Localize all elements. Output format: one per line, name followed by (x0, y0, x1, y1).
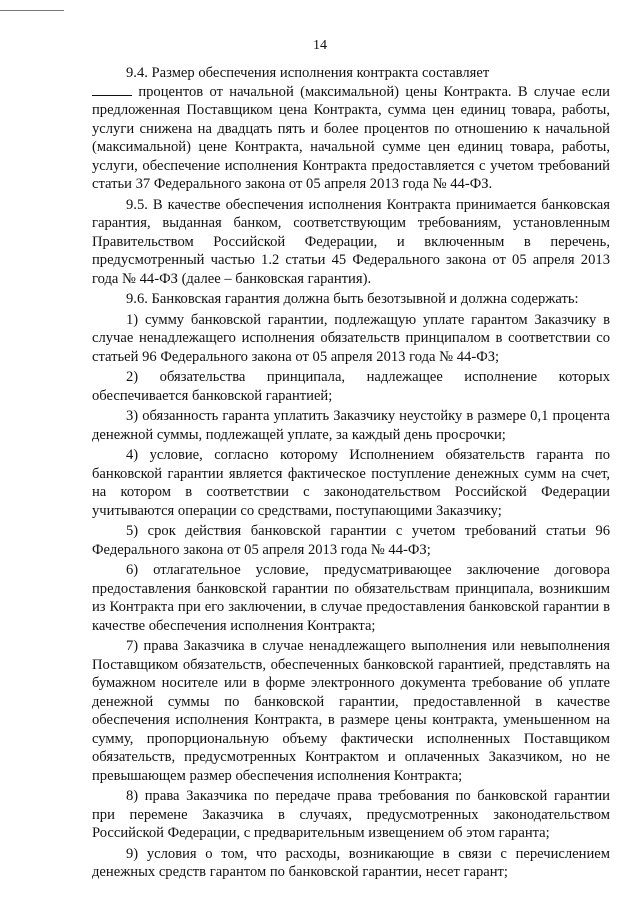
paragraph-9-6: 9.6. Банковская гарантия должна быть безотзывной и должна содержать: (126, 291, 579, 307)
list-item-8: 8) права Заказчика по передаче права требования по банковской гарантии при перемене Заказчика в случаях, предусмотренных законодательством Российской Федерации, с предварительным извещением об этом гаранта; (92, 788, 610, 841)
list-item-3: 3) обязанность гаранта уплатить Заказчику неустойку в размере 0,1 процента денежной суммы, подлежащей уплате, за каждый день просрочки; (92, 408, 610, 443)
list-item-9: 9) условия о том, что расходы, возникающие в связи с перечислением денежных средств гарантом по банковской гарантии, несет гарант; (92, 845, 610, 880)
page-number: 14 (313, 38, 327, 53)
list-item-1: 1) сумму банковской гарантии, подлежащую уплате гарантом Заказчику в случае ненадлежащего исполнения обязательств принципалом в соответствии со статьей 96 Федерального закона от 05 апреля 2013 года № 44-ФЗ; (92, 311, 610, 365)
list-item-5: 5) срок действия банковской гарантии с учетом требований статьи 96 Федерального закона от 05 апреля 2013 года № 44-ФЗ; (92, 523, 610, 558)
paragraph-9-4-lead: 9.4. Размер обеспечения исполнения контракта составляет (126, 65, 490, 81)
paragraph-9-5: 9.5. В качестве обеспечения исполнения Контракта принимается банковская гарантия, выданная банком, соответствующим требованиям, установленным Правительством Российской Федерации, и включенным в перечень, предусмотренный частью 1.2 статьи 45 Федерального закона от 05 апреля 2013 года № 44-ФЗ (далее – банковская гарантия). (92, 196, 610, 287)
paragraph-9-4 (92, 64, 610, 194)
list-item-4: 4) условие, согласно которому Исполнением обязательств гаранта по банковской гарантии является фактическое поступление денежных сумм на счет, на котором в соответствии с законодательством Российской Федерации учитываются операции со средствами, поступающими Заказчику; (92, 447, 610, 519)
paragraph-9-4-text: процентов от начальной (максимальной) цены Контракта. В случае если предложенная Поставщиком цена Контракта, сумма цен единиц товара, работы, услуги снижена на двадцать пять и более процентов по отношению к начальной (максимальной) цене Контракта, начальной сумме цен единиц товара, работы, услуги, обеспечение исполнения Контракта предоставляется с учетом требований статьи 37 Федерального закона от 05 апреля 2013 года № 44-ФЗ. (92, 83, 610, 192)
list-item-7: 7) права Заказчика в случае ненадлежащего выполнения или невыполнения Поставщиком обязательств, обеспеченных банковской гарантией, представлять на бумажном носителе или в форме электронного документа требование об уплате денежной суммы по банковской гарантии, предоставленной в качестве обеспечения исполнения Контракта, в размере цены контракта, уменьшенном на сумму, пропорциональную объему фактически исполненных Поставщиком обязательств, предусмотренных Контрактом и оплаченных Заказчиком, но не превышающем размер обеспечения исполнения Контракта; (92, 638, 610, 784)
blank-field (92, 83, 132, 96)
list-item-6: 6) отлагательное условие, предусматривающее заключение договора предоставления банковской гарантии по обязательствам принципала, возникшим из Контракта при его заключении, в случае предоставления банковской гарантии в качестве обеспечения исполнения Контракта; (92, 562, 610, 634)
list-item-2: 2) обязательства принципала, надлежащее исполнение которых обеспечивается банковской гарантией; (92, 369, 610, 404)
document-body (92, 64, 610, 882)
corner-mark (0, 10, 64, 11)
